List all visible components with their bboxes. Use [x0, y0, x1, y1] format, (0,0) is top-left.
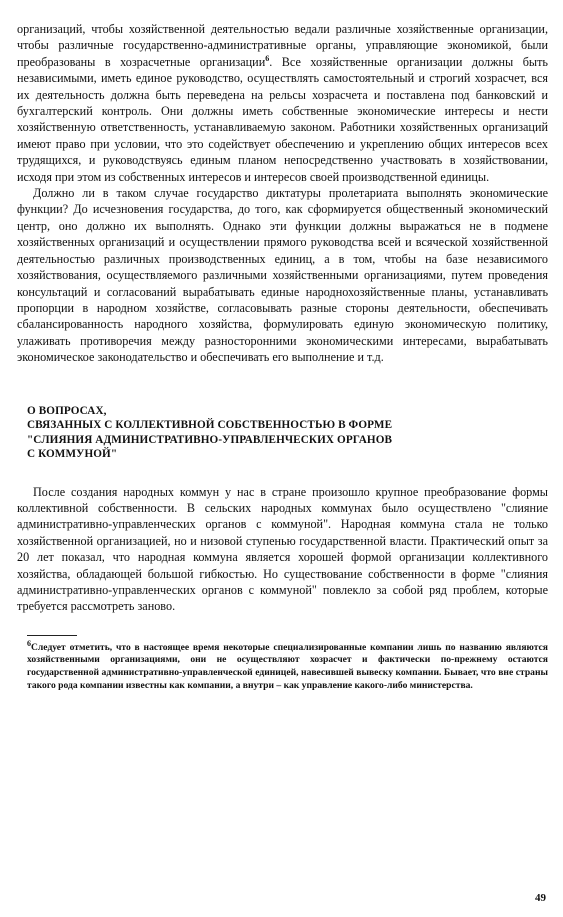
- section-heading: [27, 404, 548, 462]
- heading-line-2: СВЯЗАННЫХ С КОЛЛЕКТИВНОЙ СОБСТВЕННОСТЬЮ В ФОРМЕ: [27, 419, 393, 432]
- paragraph-1: [17, 21, 548, 185]
- page-number: 49: [535, 892, 546, 904]
- paragraph-3: После создания народных коммун у нас в стране произошло крупное преобразование формы коллективной собственности. В сельских народных коммунах было осуществлено "слияние административно-управленческих органов с коммуной". Народная коммуна стала не только хозяйственной организацией, но и низовой ступенью государственной власти. Практический опыт за 20 лет показал, что народная коммуна является хорошей формой организации коллективного хозяйства, обладающей большой гибкостью. Но существование собственности в форме "слияния административно-управленческих органов с коммуной" повлекло за собой ряд проблем, которые требуется рассмотреть заново.: [17, 484, 548, 614]
- paragraph-2: Должно ли в таком случае государство диктатуры пролетариата выполнять экономические функции? До исчезновения государства, до того, как сформируется общественный экономический центр, оно должно их выполнять. Однако эти функции должны выражаться не в подмене хозяйственных организаций и осуществлении прямого руководства всей и всяческой хозяйственной деятельностью различных производственных единиц, а в том, чтобы на базе независимого хозяйствования, осуществляемого различными хозяйственными организациями, путем проведения консультаций и согласований вырабатывать единые народнохозяйственные планы, устанавливать пропорции в народном хозяйстве, согласовывать разные стороны деятельности, обеспечивать сбалансированность народного хозяйства, формулировать единую экономическую политику, улаживать противоречия между разносторонними экономическими интересами, вырабатывать экономическое законодательство и обеспечивать его выполнение и т.д.: [17, 186, 548, 365]
- footnote-marker: 6: [265, 53, 270, 63]
- heading-line-3: "СЛИЯНИЯ АДМИНИСТРАТИВНО-УПРАВЛЕНЧЕСКИХ ОРГАНОВ: [27, 433, 393, 446]
- footnote: [27, 638, 548, 693]
- page-body: [17, 21, 548, 693]
- paragraph-1-continued: . Все хозяйственные организации должны быть независимыми, иметь единое руководство, осуществлять самостоятельный и строгий хозрасчет, вся их деятельность должна быть переведена на рельсы хозрасчета и поставлена под банковский и бухгалтерский контроль. Они должны иметь собственные экономические интересы и нести хозяйственную ответственность, устанавливаемую законом. Работники хозяйственных организаций имеют право при условии, что это содействует обеспечению и укреплению общих интересов всех трудящихся, и руководствуясь единым планом непосредственно участвовать в хозяйствовании, исходя при этом из собственных интересов и интересов своей производственной единицы.: [17, 54, 548, 184]
- heading-line-4: С КОММУНОЙ": [27, 448, 118, 461]
- footnote-number: 6: [27, 638, 31, 648]
- heading-line-1: О ВОПРОСАХ,: [27, 404, 107, 417]
- footnote-text: Следует отметить, что в настоящее время некоторые специализированные компании лишь по названию являются хозяйственными организациями, они не осуществляют хозрасчет и фактически по-прежнему остаются государственной административно-управленческой единицей, навесившей вывеску компании. Бывает, что вне страны такого рода компании известны как компании, а внутри – как управление какого-либо министерства.: [27, 641, 548, 691]
- footnote-divider: [27, 635, 77, 636]
- paragraph-1-text: организаций, чтобы хозяйственной деятельностью ведали различные хозяйственные организации, чтобы различные государственно-административные органы, управляющие экономикой, были преобразованы в хозрасчетные организации: [17, 22, 548, 69]
